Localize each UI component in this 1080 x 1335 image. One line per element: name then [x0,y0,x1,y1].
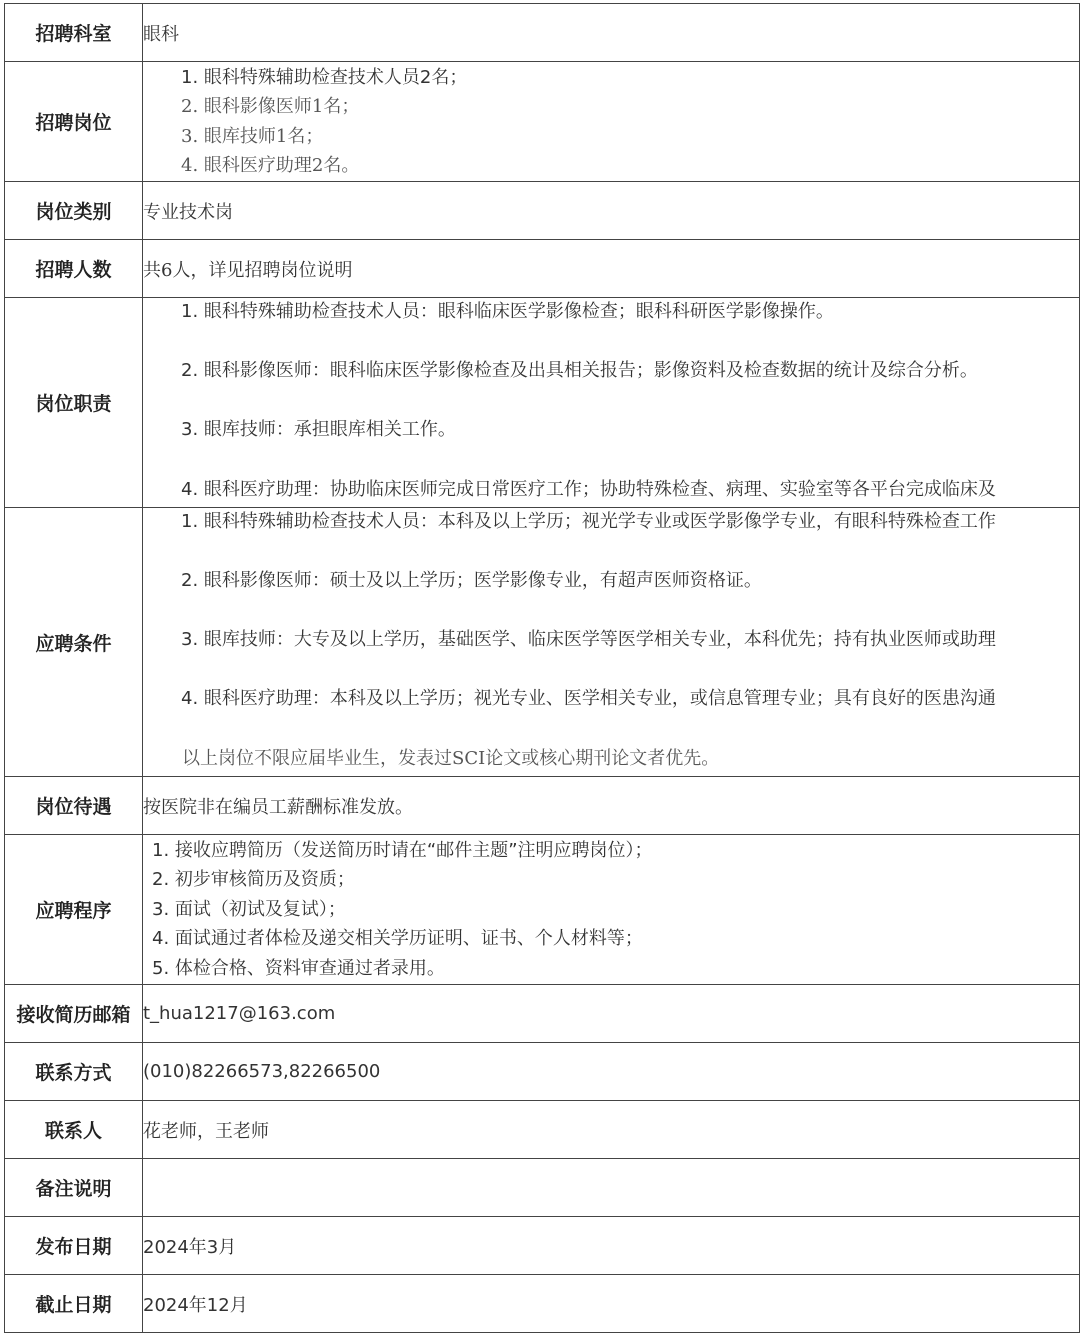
value-publish-date: 2024年3月 [143,1217,1080,1275]
value-email: t_hua1217@163.com [143,985,1080,1043]
row-email [5,985,1080,1043]
label-requirements: 应聘条件 [5,508,143,777]
label-duties: 岗位职责 [5,298,143,508]
row-procedure [5,835,1080,985]
value-compensation: 按医院非在编员工薪酬标准发放。 [143,777,1080,835]
row-compensation [5,777,1080,835]
position-item: 2. 眼科影像医师1名； [181,96,360,117]
recruitment-table [4,3,1080,1333]
value-category: 专业技术岗 [143,182,1080,240]
procedure-step: 5. 体检合格、资料审查通过者录用。 [152,957,445,979]
value-requirements [143,508,1080,777]
value-headcount: 共6人，详见招聘岗位说明 [143,240,1080,298]
row-remarks [5,1159,1080,1217]
label-remarks: 备注说明 [5,1159,143,1217]
position-item: 4. 眼科医疗助理2名。 [181,155,360,176]
label-email: 接收简历邮箱 [5,985,143,1043]
label-positions: 招聘岗位 [5,62,143,182]
label-phone: 联系方式 [5,1043,143,1101]
label-procedure: 应聘程序 [5,835,143,985]
row-phone [5,1043,1080,1101]
value-phone: (010)82266573,82266500 [143,1043,1080,1101]
label-headcount: 招聘人数 [5,240,143,298]
requirements-note: 以上岗位不限应届毕业生，发表过SCI论文或核心期刊论文者优先。 [182,748,720,769]
procedure-step: 3. 面试（初试及复试）； [152,898,346,920]
label-category: 岗位类别 [5,182,143,240]
value-contact: 花老师，王老师 [143,1101,1080,1159]
duty-item: 3. 眼库技师：承担眼库相关工作。 [181,419,456,440]
value-procedure [143,835,1080,985]
duty-item: 1. 眼科特殊辅助检查技术人员：眼科临床医学影像检查；眼科科研医学影像操作。 [181,301,834,322]
label-department: 招聘科室 [5,4,143,62]
row-deadline [5,1275,1080,1333]
label-contact: 联系人 [5,1101,143,1159]
row-headcount [5,240,1080,298]
value-duties [143,298,1080,508]
value-remarks [143,1159,1080,1217]
row-department [5,4,1080,62]
row-publish-date [5,1217,1080,1275]
requirement-item: 1. 眼科特殊辅助检查技术人员：本科及以上学历；视光学专业或医学影像学专业，有眼科特殊检查工作 [181,511,996,532]
value-positions [143,62,1080,182]
requirement-item: 4. 眼科医疗助理：本科及以上学历；视光专业、医学相关专业，或信息管理专业；具有良好的医患沟通 [181,688,996,709]
label-compensation: 岗位待遇 [5,777,143,835]
value-department: 眼科 [143,4,1080,62]
duty-item: 4. 眼科医疗助理：协助临床医师完成日常医疗工作；协助特殊检查、病理、实验室等各平台完成临床及 [181,479,996,500]
requirement-item: 3. 眼库技师：大专及以上学历，基础医学、临床医学等医学相关专业，本科优先；持有执业医师或助理 [181,629,996,650]
row-category [5,182,1080,240]
position-item: 3. 眼库技师1名； [181,125,324,147]
row-duties [5,298,1080,508]
procedure-step: 4. 面试通过者体检及递交相关学历证明、证书、个人材料等； [152,928,643,950]
row-contact [5,1101,1080,1159]
row-positions [5,62,1080,182]
procedure-step: 2. 初步审核简历及资质； [152,869,355,891]
row-requirements [5,508,1080,777]
requirement-item: 2. 眼科影像医师：硕士及以上学历；医学影像专业，有超声医师资格证。 [181,570,762,591]
duty-item: 2. 眼科影像医师：眼科临床医学影像检查及出具相关报告；影像资料及检查数据的统计及综合分析。 [181,360,978,381]
position-item: 1. 眼科特殊辅助检查技术人员2名； [181,66,468,88]
label-publish-date: 发布日期 [5,1217,143,1275]
label-deadline: 截止日期 [5,1275,143,1333]
value-deadline: 2024年12月 [143,1275,1080,1333]
procedure-step: 1. 接收应聘简历（发送简历时请在“邮件主题”注明应聘岗位）； [152,839,653,861]
